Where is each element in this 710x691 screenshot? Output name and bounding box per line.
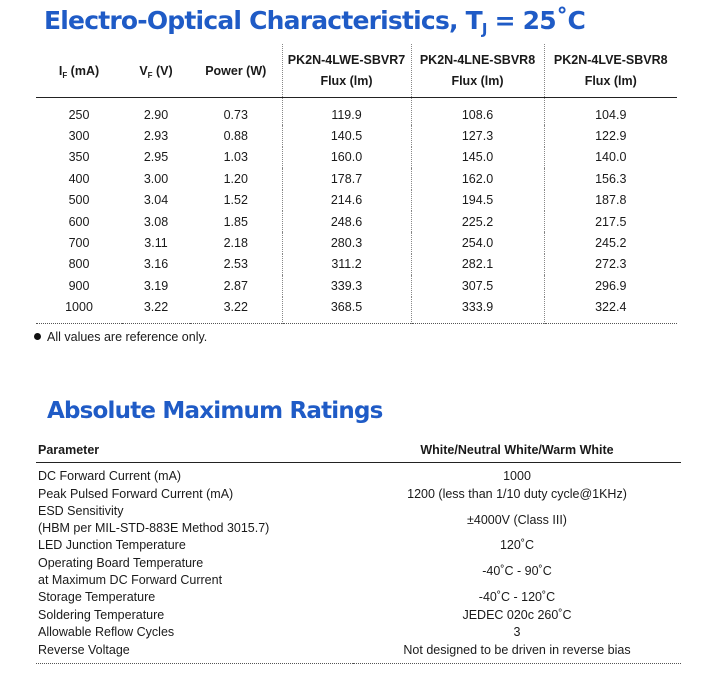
- table-cell: 0.88: [223, 129, 248, 144]
- table-row: [36, 232, 677, 253]
- table-cell: 2.95: [143, 150, 169, 165]
- table-cell: 2.90: [143, 107, 169, 122]
- table-cell: 3.19: [143, 278, 169, 293]
- value-cell: 120˚C: [499, 538, 535, 553]
- table-cell: 194.5: [411, 190, 544, 211]
- parameter-line: Reverse Voltage: [38, 642, 130, 657]
- table-row: [36, 555, 681, 589]
- reference-note: All values are reference only.: [34, 330, 207, 344]
- parameter-cell: [36, 624, 353, 642]
- table-cell: 1000: [65, 300, 93, 315]
- table-cell: 282.1: [411, 254, 544, 275]
- table-cell: 2.93: [143, 129, 169, 144]
- table-cell: 307.5: [411, 275, 544, 296]
- table-cell: 1.03: [223, 150, 248, 165]
- bullet-icon: [34, 333, 41, 340]
- value-cell: ±4000V (Class III): [467, 512, 567, 527]
- table-cell: 250: [68, 107, 90, 122]
- table-cell: 162.0: [411, 168, 544, 189]
- table-cell: 248.6: [282, 211, 411, 232]
- absolute-maximum-ratings-table: [36, 438, 681, 664]
- amr-header-row: [36, 438, 681, 463]
- value-cell: -40˚C - 90˚C: [482, 564, 552, 579]
- table-row: [36, 190, 677, 211]
- table-row: [36, 147, 677, 168]
- electro-optical-table: [36, 44, 677, 324]
- table-cell: 3.16: [143, 257, 169, 272]
- parameter-line: (HBM per MIL-STD-883E Method 3015.7): [38, 521, 270, 536]
- table-cell: 272.3: [544, 254, 677, 275]
- table-row: [36, 254, 677, 275]
- table-cell: 3.22: [223, 300, 248, 315]
- table-row: [36, 503, 681, 537]
- table-row: [36, 125, 677, 146]
- table-cell: 217.5: [544, 211, 677, 232]
- eo-header-row: [36, 44, 677, 98]
- col-header-product-2: PK2N-4LNE-SBVR8 Flux (lm): [411, 44, 544, 98]
- parameter-line: DC Forward Current (mA): [38, 469, 182, 484]
- table-cell: 600: [68, 214, 90, 229]
- table-cell: 119.9: [282, 98, 411, 126]
- table-cell: 156.3: [544, 168, 677, 189]
- table-cell: 322.4: [544, 297, 677, 324]
- table-cell: 350: [68, 150, 90, 165]
- value-cell: Not designed to be driven in reverse bias: [403, 642, 631, 657]
- table-row: [36, 297, 677, 324]
- amr-section-title: Absolute Maximum Ratings: [47, 398, 383, 424]
- table-cell: 187.8: [544, 190, 677, 211]
- table-cell: 127.3: [411, 125, 544, 146]
- parameter-line: at Maximum DC Forward Current: [38, 572, 223, 587]
- table-cell: 214.6: [282, 190, 411, 211]
- table-cell: 225.2: [411, 211, 544, 232]
- parameter-cell: [36, 642, 353, 664]
- table-cell: 1.52: [223, 193, 248, 208]
- col-header-value: White/Neutral White/Warm White: [420, 443, 614, 457]
- table-cell: 800: [68, 257, 90, 272]
- table-cell: 140.0: [544, 147, 677, 168]
- table-cell: 339.3: [282, 275, 411, 296]
- table-cell: 1.85: [223, 214, 248, 229]
- table-cell: 1.20: [223, 171, 248, 186]
- table-row: [36, 463, 681, 486]
- parameter-line: LED Junction Temperature: [38, 538, 186, 553]
- value-cell: 1000: [503, 469, 531, 484]
- table-cell: 300: [68, 129, 90, 144]
- table-cell: 333.9: [411, 297, 544, 324]
- table-row: [36, 642, 681, 664]
- table-row: [36, 275, 677, 296]
- col-header-vf: $V_F$ (V): [139, 63, 173, 80]
- table-cell: 900: [68, 278, 90, 293]
- parameter-line: Soldering Temperature: [38, 607, 165, 622]
- parameter-cell: [36, 537, 353, 555]
- table-cell: 160.0: [282, 147, 411, 168]
- table-row: [36, 486, 681, 504]
- table-cell: 104.9: [544, 98, 677, 126]
- table-cell: 140.5: [282, 125, 411, 146]
- table-cell: 400: [68, 171, 90, 186]
- table-cell: 254.0: [411, 232, 544, 253]
- parameter-cell: [36, 555, 353, 589]
- col-header-product-3: PK2N-4LVE-SBVR8 Flux (lm): [544, 44, 677, 98]
- parameter-line: Peak Pulsed Forward Current (mA): [38, 486, 234, 501]
- table-cell: 3.22: [143, 300, 169, 315]
- table-cell: 3.00: [143, 171, 169, 186]
- col-header-parameter: Parameter: [38, 443, 100, 457]
- table-cell: 3.11: [144, 236, 168, 251]
- table-cell: 2.53: [223, 257, 248, 272]
- table-cell: 311.2: [282, 254, 411, 275]
- table-row: [36, 537, 681, 555]
- col-header-if: $I_F$ (mA): [58, 63, 100, 80]
- table-cell: 122.9: [544, 125, 677, 146]
- table-cell: 145.0: [411, 147, 544, 168]
- parameter-cell: [36, 589, 353, 607]
- table-cell: 500: [68, 193, 90, 208]
- table-row: [36, 624, 681, 642]
- table-cell: 368.5: [282, 297, 411, 324]
- parameter-cell: [36, 486, 353, 504]
- parameter-line: ESD Sensitivity: [38, 504, 124, 519]
- parameter-line: Storage Temperature: [38, 590, 156, 605]
- table-cell: 280.3: [282, 232, 411, 253]
- table-cell: 245.2: [544, 232, 677, 253]
- value-cell: 3: [513, 625, 521, 640]
- table-cell: 178.7: [282, 168, 411, 189]
- table-row: [36, 589, 681, 607]
- table-cell: 2.18: [223, 236, 248, 251]
- table-cell: 108.6: [411, 98, 544, 126]
- table-cell: 296.9: [544, 275, 677, 296]
- table-row: [36, 168, 677, 189]
- value-cell: JEDEC 020c 260˚C: [462, 607, 572, 622]
- parameter-line: Operating Board Temperature: [38, 555, 204, 570]
- parameter-cell: [36, 503, 353, 537]
- table-row: [36, 98, 677, 126]
- parameter-line: Allowable Reflow Cycles: [38, 625, 175, 640]
- eo-section-title: Electro-Optical Characteristics, $T_J$ = 25˚C: [44, 6, 586, 38]
- table-row: [36, 211, 677, 232]
- value-cell: -40˚C - 120˚C: [478, 590, 556, 605]
- table-cell: 0.73: [223, 107, 248, 122]
- table-cell: 3.08: [143, 214, 169, 229]
- table-cell: 3.04: [143, 193, 169, 208]
- parameter-cell: [36, 606, 353, 624]
- col-header-product-1: PK2N-4LWE-SBVR7 Flux (lm): [282, 44, 411, 98]
- table-row: [36, 606, 681, 624]
- value-cell: 1200 (less than 1/10 duty cycle@1KHz): [407, 486, 627, 501]
- col-header-power: Power (W): [205, 63, 267, 78]
- parameter-cell: [36, 463, 353, 486]
- table-cell: 700: [68, 236, 90, 251]
- table-cell: 2.87: [223, 278, 248, 293]
